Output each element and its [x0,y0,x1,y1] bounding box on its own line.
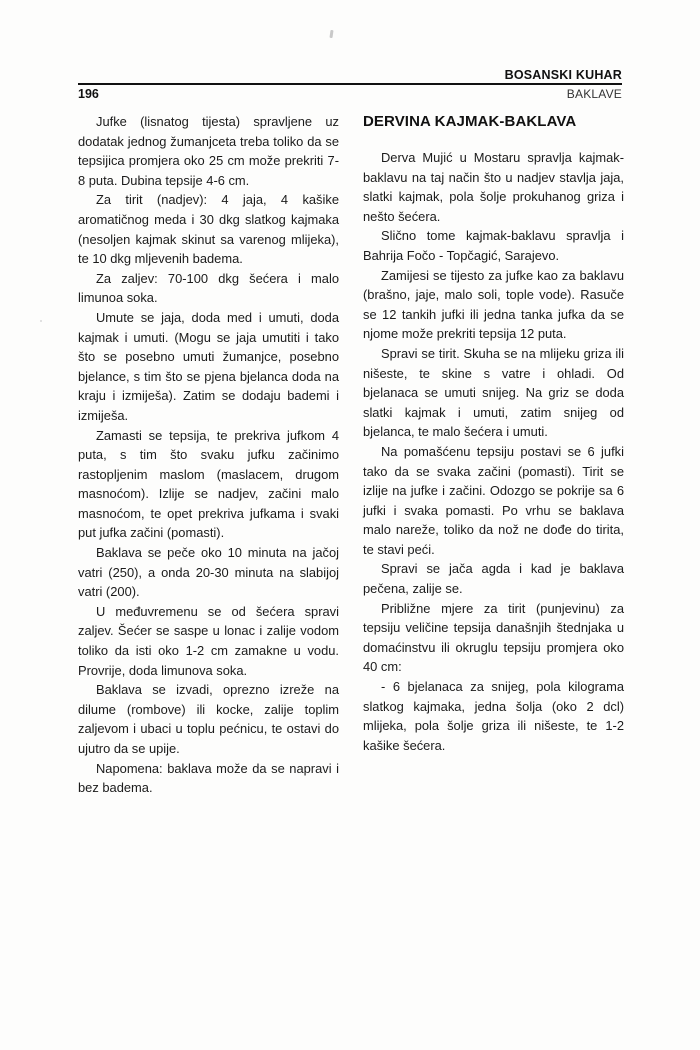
paragraph: Za tirit (nadjev): 4 jaja, 4 kašike aromatičnog meda i 30 dkg slatkog kajmaka (nesoljen kajmak skinut sa varenog mlijeka), te 10 dkg mljevenih badema. [78,192,339,267]
page-number: 196 [78,87,99,101]
scan-artifact-small [40,320,42,322]
paragraph: Za zaljev: 70-100 dkg šećera i malo limunoa soka. [78,270,339,306]
left-column [78,112,339,798]
paragraph: Slično tome kajmak-baklavu spravlja i Bahrija Fočo - Topčagić, Sarajevo. [363,228,624,263]
recipe-title: DERVINA KAJMAK-BAKLAVA [363,113,577,130]
paragraph: Umute se jaja, doda med i umuti, doda kajmak i umuti. (Mogu se jaja umutiti i tako što se posebno umuti žumanjce, posebno bjelance, s tim što se pjena bjelanca doda na kraju i izmiješa). Zatim se dodaju bademi i izmiješa. [78,309,339,423]
paragraph: Napomena: baklava može da se napravi i bez badema. [78,760,339,796]
paragraph: U međuvremenu se od šećera spravi zaljev. Šećer se saspe u lonac i zalije vodom toliko da isti oko 1-2 cm zamakne u vodu. Provrije, doda limunova soka. [78,603,339,678]
book-title: BOSANSKI KUHAR [504,68,622,82]
paragraph: Približne mjere za tirit (punjevinu) za tepsiju veličine tepsija današnjih štednjaka u domaćinstvu ili okruglu tepsiju promjera oko 40 cm: [363,600,624,675]
paragraph: Baklava se izvadi, oprezno izreže na dilume (rombove) ili kocke, zalije toplim zaljevom i ubaci u toplu pećnicu, te ostavi do ujutro da se upije. [78,682,339,756]
paragraph: Spravi se tirit. Skuha se na mlijeku griza ili nišeste, te skine s vatre i ohladi. Od bjelanaca se umuti snijeg. Na griz se doda slatki kajmak i umuti, zatim snijeg od bjelanca, te malo šećera i umuti. [363,345,624,440]
paragraph: Baklava se peče oko 10 minuta na jačoj vatri (250), a onda 20-30 minuta na slabijoj vatri (200). [78,545,339,600]
paragraph: - 6 bjelanaca za snijeg, pola kilograma slatkog kajmaka, jedna šolja (oko 2 dcl) mlijeka, pola šolje griza ili nišeste, te 1-2 kašike šećera. [363,679,624,753]
body-columns [78,112,624,798]
scan-artifact [329,30,333,38]
paragraph: Derva Mujić u Mostaru spravlja kajmak-baklavu na taj način što u nadjev stavlja jaja, slatki kajmak, pola šolje prokuhanog griza i nešto šećera. [363,150,624,224]
paragraph: Zamijesi se tijesto za jufke kao za baklavu (brašno, jaje, malo soli, tople vode). Rasuče se 12 tankih jufki ili jedna tanka jufka da se njome može prekriti tepsija 12 puta. [363,267,624,342]
paragraph: Zamasti se tepsija, te prekriva jufkom 4 puta, s tim što svaku jufku začinimo rastopljenim maslom (maslacem, drugom masnoćom). Izlije se nadjev, začini malo masnoćom, te opet prekriva jufkama i svaki put jufka začini (pomasti). [78,427,339,541]
page-header [78,68,622,101]
paragraph: Na pomašćenu tepsiju postavi se 6 jufki tako da se svaka začini (pomasti). Tirit se izlije na jufke i začini. Odozgo se pokrije sa 6 jufki i svaka pomasti. Po vrhu se baklava malo nareže, toliko da nož ne dođe do tirita, te stavi peći. [363,443,624,557]
right-column [363,112,624,798]
paragraph: Spravi se jača agda i kad je baklava pečena, zalije se. [363,561,624,597]
paragraph: Jufke (lisnatog tijesta) spravljene uz dodatak jednog žumanjceta treba toliko da se tepsijica promjera oko 25 cm može prekriti 7-8 puta. Dubina tepsije 4-6 cm. [78,114,339,188]
chapter-title: BAKLAVE [566,87,622,101]
header-divider [78,83,622,85]
